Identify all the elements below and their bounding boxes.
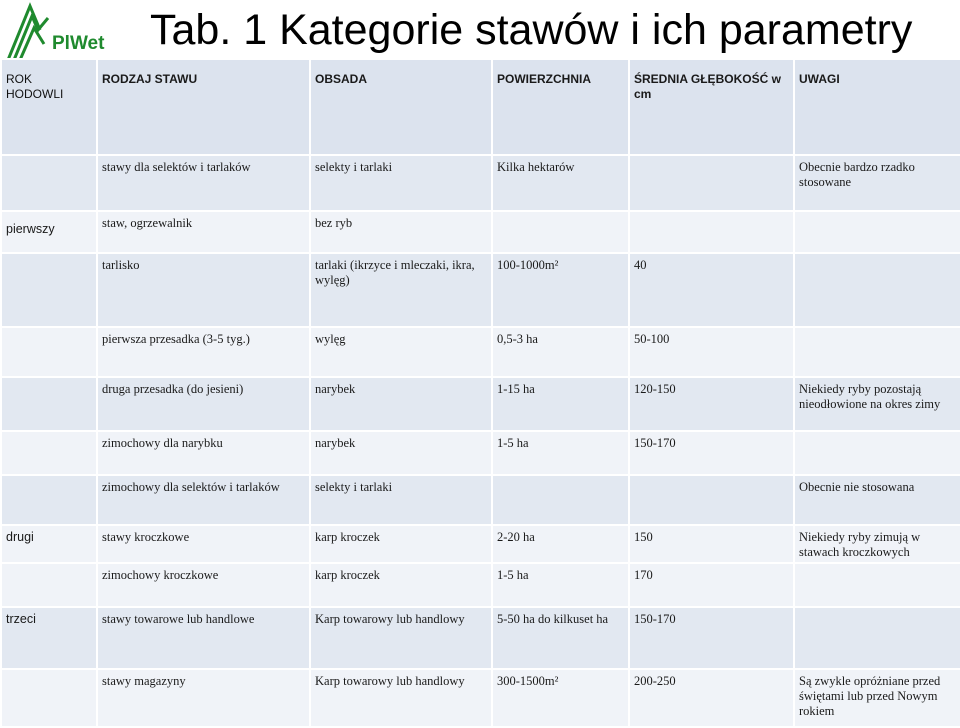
cell-stock: karp kroczek (310, 525, 492, 563)
cell-kind: stawy dla selektów i tarlaków (97, 155, 310, 211)
table-row (1, 327, 960, 377)
cell-notes (794, 563, 960, 607)
col-header-depth: ŚREDNIA GŁĘBOKOŚĆ w cm (629, 59, 794, 155)
year-third: trzeci (1, 607, 97, 669)
cell-depth: 170 (629, 563, 794, 607)
cell-stock: selekty i tarlaki (310, 155, 492, 211)
col-header-year: ROK HODOWLI (1, 59, 97, 155)
table-row (1, 211, 960, 253)
cell-area: Kilka hektarów (492, 155, 629, 211)
cell-area: 2-20 ha (492, 525, 629, 563)
cell-area: 1-15 ha (492, 377, 629, 431)
cell-notes: Niekiedy ryby zimują w stawach kroczkowych (794, 525, 960, 563)
col-header-stock: OBSADA (310, 59, 492, 155)
col-header-area: POWIERZCHNIA (492, 59, 629, 155)
table-row (1, 607, 960, 669)
cell-area: 0,5-3 ha (492, 327, 629, 377)
cell-notes: Niekiedy ryby pozostają nieodłowione na okres zimy (794, 377, 960, 431)
cell-stock: wylęg (310, 327, 492, 377)
cell-notes: Są zwykle opróżniane przed świętami lub przed Nowym rokiem (794, 669, 960, 727)
cell-depth: 150-170 (629, 431, 794, 475)
table-row (1, 475, 960, 525)
cell-kind: zimochowy dla selektów i tarlaków (97, 475, 310, 525)
cell-depth (629, 475, 794, 525)
cell-notes: Obecnie nie stosowana (794, 475, 960, 525)
cell-stock: selekty i tarlaki (310, 475, 492, 525)
cell-area (492, 211, 629, 253)
page-title: Tab. 1 Kategorie stawów i ich parametry (150, 6, 913, 54)
cell-notes (794, 211, 960, 253)
cell-stock: Karp towarowy lub handlowy (310, 607, 492, 669)
col-header-kind: RODZAJ STAWU (97, 59, 310, 155)
logo-text: PlWet (52, 33, 105, 54)
table-row (1, 563, 960, 607)
cell-notes (794, 327, 960, 377)
cell-area: 1-5 ha (492, 431, 629, 475)
cell-stock: tarlaki (ikrzyce i mleczaki, ikra, wylęg) (310, 253, 492, 327)
year-first: pierwszy (1, 211, 97, 253)
cell-notes (794, 431, 960, 475)
cell-kind: stawy magazyny (97, 669, 310, 727)
cell-kind: zimochowy dla narybku (97, 431, 310, 475)
cell-area (492, 475, 629, 525)
cell-depth: 150 (629, 525, 794, 563)
cell-area: 300-1500m² (492, 669, 629, 727)
cell-depth (629, 155, 794, 211)
col-header-notes: UWAGI (794, 59, 960, 155)
cell-depth: 50-100 (629, 327, 794, 377)
table-row (1, 253, 960, 327)
cell-depth: 40 (629, 253, 794, 327)
cell-stock: karp kroczek (310, 563, 492, 607)
cell-area: 5-50 ha do kilkuset ha (492, 607, 629, 669)
year-second: drugi (1, 525, 97, 563)
cell-area: 100-1000m² (492, 253, 629, 327)
pond-categories-table (0, 58, 960, 728)
cell-kind: stawy towarowe lub handlowe (97, 607, 310, 669)
table-row (1, 377, 960, 431)
header-row (1, 59, 960, 155)
cell-area: 1-5 ha (492, 563, 629, 607)
cell-stock: Karp towarowy lub handlowy (310, 669, 492, 727)
cell-kind: druga przesadka (do jesieni) (97, 377, 310, 431)
cell-kind: pierwsza przesadka (3-5 tyg.) (97, 327, 310, 377)
cell-depth: 150-170 (629, 607, 794, 669)
cell-stock: narybek (310, 377, 492, 431)
cell-depth: 120-150 (629, 377, 794, 431)
table-row (1, 431, 960, 475)
cell-notes (794, 253, 960, 327)
table-row (1, 155, 960, 211)
table-row (1, 669, 960, 727)
cell-notes (794, 607, 960, 669)
table-row (1, 525, 960, 563)
cell-kind: stawy kroczkowe (97, 525, 310, 563)
cell-stock: narybek (310, 431, 492, 475)
cell-kind: staw, ogrzewalnik (97, 211, 310, 253)
cell-depth (629, 211, 794, 253)
cell-stock: bez ryb (310, 211, 492, 253)
cell-depth: 200-250 (629, 669, 794, 727)
cell-kind: zimochowy kroczkowe (97, 563, 310, 607)
cell-kind: tarlisko (97, 253, 310, 327)
cell-notes: Obecnie bardzo rzadko stosowane (794, 155, 960, 211)
